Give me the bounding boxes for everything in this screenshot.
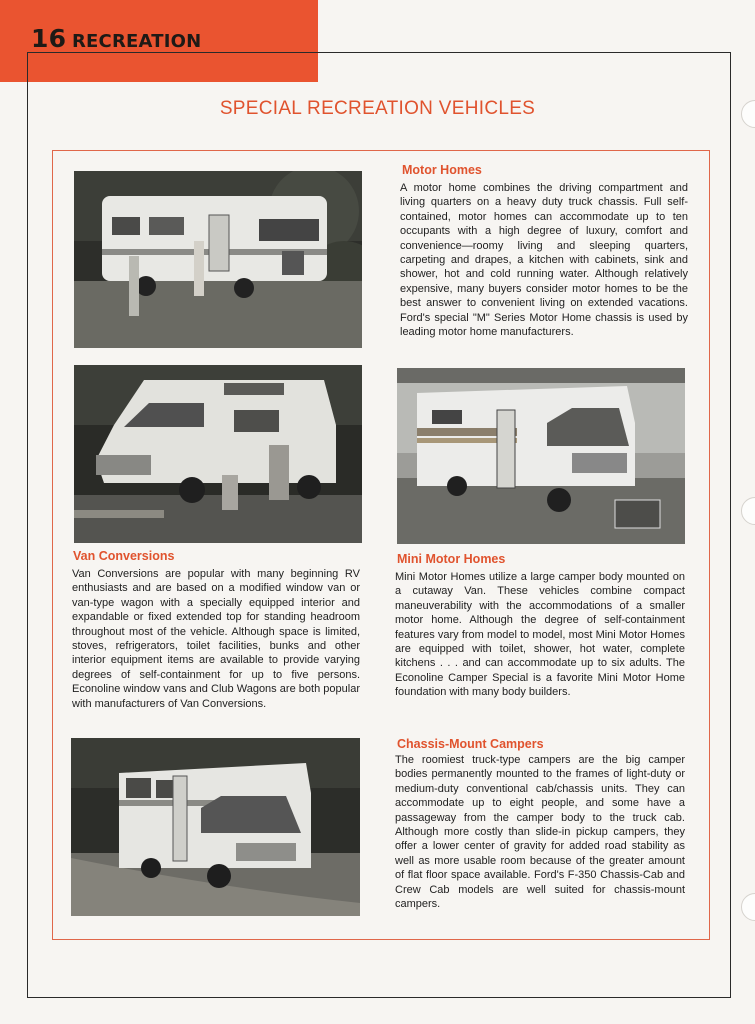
- heading-mini-motor-homes: Mini Motor Homes: [397, 552, 506, 566]
- heading-chassis-mount-campers: Chassis-Mount Campers: [397, 737, 544, 751]
- binder-hole-middle: [741, 497, 755, 525]
- text-motor-homes: A motor home combines the driving compartment and living quarters on a heavy duty truck chassis. Full self-contained, motor homes can accommodate up to ten occupants with a high degree of luxury, comfort and convenience—roomy living and sleeping quarters, carpeting and drapes, a kitchen with cabinets, sink and shower, hot and cold running water. Although relatively expensive, many buyers consider motor homes to be the best answer to convenient living on extended vacations. Ford's special "M" Series Motor Home chassis is used by leading motor home manufacturers.: [400, 182, 688, 339]
- section-tab-label: [31, 24, 201, 53]
- page-title: SPECIAL RECREATION VEHICLES: [219, 98, 536, 119]
- photo-motor-home: [74, 171, 362, 348]
- section-name: RECREATION: [71, 31, 202, 52]
- photo-van-conversion: [74, 365, 362, 543]
- text-chassis-mount-campers: The roomiest truck-type campers are the big camper bodies permanently mounted to the frames of light-duty or medium-duty conventional cab/chassis units. They can accommodate up to eight people, and some have a passageway from the camper body to the truck cab. Although more costly than slide-in pickup campers, they offer a lower center of gravity for added road stability as well as more usable room because of the greater amount of flat floor space available. Ford's F-350 Chassis-Cab and Crew Cab models are well suited for chassis-mount campers.: [395, 754, 685, 911]
- photo-mini-motor-home: [397, 368, 685, 544]
- binder-hole-bottom: [741, 893, 755, 921]
- heading-motor-homes: Motor Homes: [402, 163, 482, 177]
- heading-van-conversions: Van Conversions: [73, 549, 175, 563]
- text-mini-motor-homes: Mini Motor Homes utilize a large camper body mounted on a cutaway Van. These vehicles combine compact maneuverability with the accommodations of a smaller motor home. Although the degree of self-containment features vary from model to model, most Mini Motor Homes are equipped with toilet, shower, hot water, complete kitchens . . . and can accommodate up to six adults. The Econoline Camper Special is a favorite Mini Motor Home foundation with many body builders.: [395, 571, 685, 699]
- photo-chassis-mount-camper: [71, 738, 360, 916]
- text-van-conversions: Van Conversions are popular with many beginning RV enthusiasts and are based on a modified window van or van-type wagon with a specially equipped interior and expandable or fixed extended top for standing headroom throughout most of the vehicle. Although space is limited, stoves, refrigerators, toilet facilities, bunks and other interior equipment items are available to provide varying degrees of self-containment for up to five persons. Econoline window vans and Club Wagons are both popular with manufacturers of Van Conversions.: [72, 568, 360, 710]
- page-number: 16: [31, 24, 67, 53]
